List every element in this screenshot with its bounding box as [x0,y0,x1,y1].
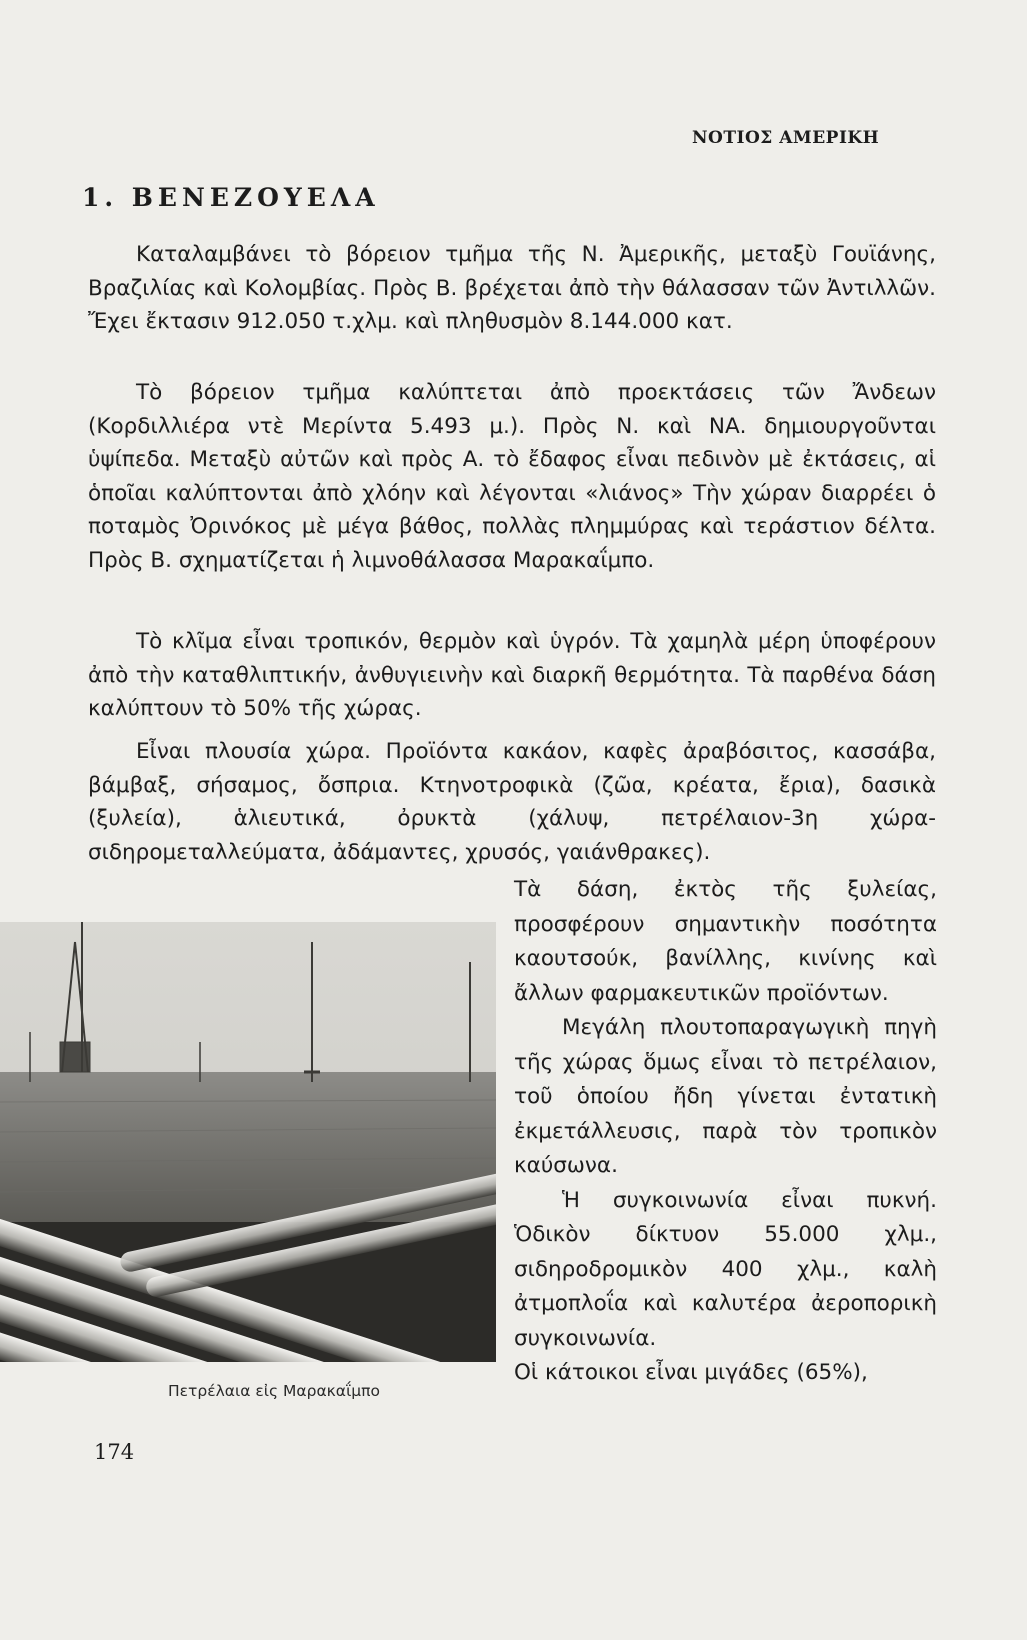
paragraph-products [88,735,936,869]
paragraph-forests: Τὰ δάση, ἐκτὸς τῆς ξυλείας, προσφέρουν σημαντικὴν ποσότητα καουτσούκ, βανίλλης, κινίνης καὶ ἄλλων φαρμακευτικῶν προϊόντων. [514,877,937,1006]
paragraph-text: Τὸ βόρειον τμῆμα καλύπτεται ἀπὸ προεκτάσεις τῶν Ἄνδεων (Κορδιλλιέρα ντὲ Μερίντα 5.493 μ.). Πρὸς Ν. καὶ ΝΑ. δημιουργοῦνται ὑψίπεδα. Μεταξὺ αὐτῶν καὶ πρὸς Α. τὸ ἔδαφος εἶναι πεδινὸν μὲ ἐκτάσεις, αἱ ὁποῖαι καλύπτονται ἀπὸ χλόην καὶ λέγονται «λιάνος» Τὴν χώραν διαρρέει ὁ ποταμὸς Ὀρινόκος μὲ μέγα βάθος, πολλὰς πλημμύρας καὶ τεράστιον δέλτα. Πρὸς Β. σχηματίζεται ἡ λιμνοθάλασσα Μαρακαΐμπο. [88,380,936,573]
section-title: 1. ΒΕΝΕΖΟΥΕΛΑ [82,183,380,212]
paragraph-relief [88,376,936,577]
running-header: ΝΟΤΙΟΣ ΑΜΕΡΙΚΗ [692,128,880,148]
paragraph-transport: Ἡ συγκοινωνία εἶναι πυκνή. Ὁδικὸν δίκτυον 55.000 χλμ., σιδηροδρομικὸν 400 χλμ., καλὴ ἀτμοπλοΐα καὶ καλυτέρα ἀεροπορικὴ συγκοινωνία. [514,1187,937,1351]
right-column-text [514,873,937,1391]
paragraph-text: Εἶναι πλουσία χώρα. Προϊόντα κακάον, καφὲς ἀραβόσιτος, κασσάβα, βάμβαξ, σήσαμος, ὄσπρια. Κτηνοτροφικὰ (ζῶα, κρέατα, ἔρια), δασικὰ (ξυλεία), ἁλιευτικά, ὀρυκτὰ (χάλυψ, πετρέλαιον-3η χώρα-σιδηρομεταλλεύματα, ἀδάμαντες, χρυσός, γαιάνθρακες). [88,739,936,865]
oil-field-photo [0,922,496,1640]
photo-caption: Πετρέλαια εἰς Μαρακαΐμπο [168,1382,380,1400]
paragraph-inhabitants: Οἱ κάτοικοι εἶναι μιγάδες (65%), [514,1360,868,1385]
paragraph-text: Καταλαμβάνει τὸ βόρειον τμῆμα τῆς Ν. Ἀμερικῆς, μεταξὺ Γουϊάνης, Βραζιλίας καὶ Κολομβίας. Πρὸς Β. βρέχεται ἀπὸ τὴν θάλασσαν τῶν Ἀντιλλῶν. Ἔχει ἔκτασιν 912.050 τ.χλμ. καὶ πληθυσμὸν 8.144.000 κατ. [88,242,936,334]
paragraph-climate [88,625,936,726]
paragraph-oil: Μεγάλη πλουτοπαραγωγικὴ πηγὴ τῆς χώρας ὅμως εἶναι τὸ πετρέλαιον, τοῦ ὁποίου ἤδη γίνεται ἐντατικὴ ἐκμετάλλευσις, παρὰ τὸν τροπικὸν καύσωνα. [514,1015,937,1178]
paragraph-text: Τὸ κλῖμα εἶναι τροπικόν, θερμὸν καὶ ὑγρόν. Τὰ χαμηλὰ μέρη ὑποφέρουν ἀπὸ τὴν καταθλιπτικήν, ἀνθυγιεινὴν καὶ διαρκῆ θερμότητα. Τὰ παρθένα δάση καλύπτουν τὸ 50% τῆς χώρας. [88,629,936,721]
paragraph-location [88,238,936,339]
page-number: 174 [94,1440,135,1464]
